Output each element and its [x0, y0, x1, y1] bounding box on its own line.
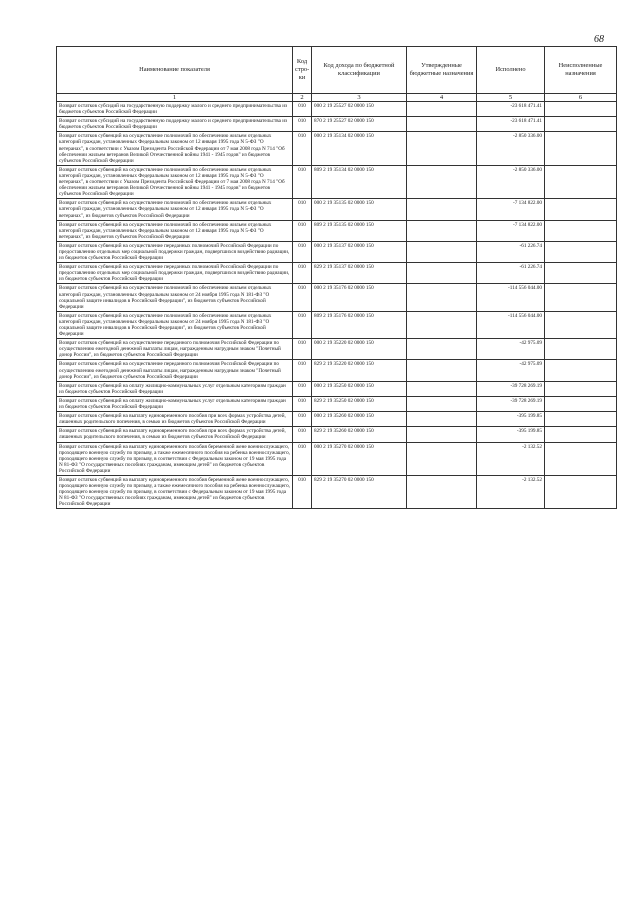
executed-cell: -2 132.52 — [477, 442, 545, 475]
unexecuted-cell — [545, 360, 617, 381]
executed-cell: -39 728 269.19 — [477, 396, 545, 411]
budget-code-cell: 829 2 19 35137 02 0000 150 — [312, 263, 407, 284]
table-row — [57, 360, 617, 381]
approved-cell — [407, 132, 477, 165]
executed-cell: -7 134 822.00 — [477, 220, 545, 241]
header-row — [57, 47, 617, 94]
line-code-cell: 010 — [293, 284, 312, 311]
indicator-name-cell: Возврат остатков субсидий на государственную поддержку малого и среднего предпринимательства из бюджетов субъектов Российской Федерации — [57, 102, 293, 117]
column-number: 1 — [57, 94, 293, 102]
approved-cell — [407, 102, 477, 117]
approved-cell — [407, 263, 477, 284]
executed-cell: -61 226.74 — [477, 241, 545, 262]
indicator-name-cell: Возврат остатков субвенций на выплату единовременного пособия беременной жене военнослужащего, проходящего военную службу по призыву, а также ежемесячного пособия на ребенка военнослужащего, проходящего военную службу по призыву, в соответствии с Федеральным законом от 19 мая 1995 года N 81-ФЗ "О государственных пособиях гражданам, имеющим детей" из бюджетов субъектов Российской Федерации — [57, 442, 293, 475]
unexecuted-cell — [545, 165, 617, 198]
unexecuted-cell — [545, 396, 617, 411]
approved-cell — [407, 442, 477, 475]
budget-code-cell: 000 2 19 35137 02 0000 150 — [312, 241, 407, 262]
line-code-cell: 010 — [293, 381, 312, 396]
executed-cell: -23 618 471.41 — [477, 102, 545, 117]
line-code-cell: 010 — [293, 475, 312, 508]
line-code-cell: 010 — [293, 241, 312, 262]
approved-cell — [407, 284, 477, 311]
line-code-cell: 010 — [293, 220, 312, 241]
unexecuted-cell — [545, 475, 617, 508]
line-code-cell: 010 — [293, 102, 312, 117]
indicator-name-cell: Возврат остатков субвенций на осуществление полномочий по обеспечению жильем отдельных категорий граждан, установленных Федеральным законом от 12 января 1995 года N 5-ФЗ "О ветеранах", в соответствии с Указом Президента Российской Федерации от 7 мая 2008 года N 714 "Об обеспечении жильем ветеранов Великой Отечественной войны 1941 - 1945 годов" из бюджетов субъектов Российской Федерации — [57, 165, 293, 198]
header-budget-code: Код дохода по бюджетной классификации — [312, 47, 407, 94]
column-number: 3 — [312, 94, 407, 102]
table-row — [57, 199, 617, 220]
table-row — [57, 263, 617, 284]
table-row — [57, 339, 617, 360]
unexecuted-cell — [545, 442, 617, 475]
column-number-row — [57, 94, 617, 102]
budget-code-cell: 000 2 19 35176 02 0000 150 — [312, 284, 407, 311]
indicator-name-cell: Возврат остатков субвенций на осуществление переданного полномочия Российской Федерации по осуществлению ежегодной денежной выплаты лицам, награжденным нагрудным знаком "Почетный донор России", из бюджетов субъектов Российской Федерации — [57, 339, 293, 360]
indicator-name-cell: Возврат остатков субвенций на оплату жилищно-коммунальных услуг отдельным категориям граждан из бюджетов субъектов Российской Федерации — [57, 396, 293, 411]
budget-code-cell: 870 2 19 25527 02 0000 150 — [312, 117, 407, 132]
table-row — [57, 241, 617, 262]
revenue-report-table — [56, 46, 617, 509]
executed-cell: -395 199.85 — [477, 412, 545, 427]
line-code-cell: 010 — [293, 117, 312, 132]
approved-cell — [407, 311, 477, 338]
column-number: 2 — [293, 94, 312, 102]
table-body — [57, 102, 617, 509]
indicator-name-cell: Возврат остатков субвенций на осуществление полномочий по обеспечению жильем отдельных категорий граждан, установленных Федеральным законом от 24 ноября 1995 года N 181-ФЗ "О социальной защите инвалидов в Российской Федерации", из бюджетов субъектов Российской Федерации — [57, 311, 293, 338]
indicator-name-cell: Возврат остатков субвенций на выплату единовременного пособия при всех формах устройства детей, лишенных родительского попечения, в семью из бюджетов субъектов Российской Федерации — [57, 427, 293, 442]
budget-code-cell: 000 2 19 35220 02 0000 150 — [312, 339, 407, 360]
unexecuted-cell — [545, 427, 617, 442]
executed-cell: -114 556 044.00 — [477, 284, 545, 311]
approved-cell — [407, 427, 477, 442]
table-row — [57, 220, 617, 241]
unexecuted-cell — [545, 102, 617, 117]
table-row — [57, 475, 617, 508]
executed-cell: -42 975.09 — [477, 339, 545, 360]
unexecuted-cell — [545, 199, 617, 220]
budget-code-cell: 000 2 19 35250 02 0000 150 — [312, 381, 407, 396]
approved-cell — [407, 396, 477, 411]
budget-code-cell: 000 2 19 25527 02 0000 150 — [312, 102, 407, 117]
column-number: 5 — [477, 94, 545, 102]
line-code-cell: 010 — [293, 360, 312, 381]
table-row — [57, 117, 617, 132]
indicator-name-cell: Возврат остатков субвенций на осуществление полномочий по обеспечению жильем отдельных категорий граждан, установленных Федеральным законом от 24 ноября 1995 года N 181-ФЗ "О социальной защите инвалидов в Российской Федерации", из бюджетов субъектов Российской Федерации — [57, 284, 293, 311]
table-row — [57, 381, 617, 396]
executed-cell: -114 556 044.00 — [477, 311, 545, 338]
table-row — [57, 396, 617, 411]
line-code-cell: 010 — [293, 442, 312, 475]
unexecuted-cell — [545, 339, 617, 360]
table-row — [57, 442, 617, 475]
unexecuted-cell — [545, 284, 617, 311]
table-row — [57, 102, 617, 117]
approved-cell — [407, 241, 477, 262]
executed-cell: -2 850 336.00 — [477, 132, 545, 165]
line-code-cell: 010 — [293, 311, 312, 338]
column-number: 4 — [407, 94, 477, 102]
unexecuted-cell — [545, 220, 617, 241]
budget-code-cell: 000 2 19 35135 02 0000 150 — [312, 199, 407, 220]
line-code-cell: 010 — [293, 263, 312, 284]
executed-cell: -23 618 471.41 — [477, 117, 545, 132]
indicator-name-cell: Возврат остатков субвенций на осуществление переданных полномочий Российской Федерации по предоставлению отдельных мер социальной поддержки граждан, подвергшихся воздействию радиации, из бюджетов субъектов Российской Федерации — [57, 263, 293, 284]
line-code-cell: 010 — [293, 132, 312, 165]
table-row — [57, 412, 617, 427]
approved-cell — [407, 339, 477, 360]
table-row — [57, 132, 617, 165]
budget-code-cell: 829 2 19 35220 02 0000 150 — [312, 360, 407, 381]
budget-code-cell: 809 2 19 35176 02 0000 150 — [312, 311, 407, 338]
executed-cell: -61 226.74 — [477, 263, 545, 284]
indicator-name-cell: Возврат остатков субвенций на выплату единовременного пособия беременной жене военнослужащего, проходящего военную службу по призыву, а также ежемесячного пособия на ребенка военнослужащего, проходящего военную службу по призыву, в соответствии с Федеральным законом от 19 мая 1995 года N 81-ФЗ "О государственных пособиях гражданам, имеющим детей" из бюджетов субъектов Российской Федерации — [57, 475, 293, 508]
header-unexecuted: Неисполненные назначения — [545, 47, 617, 94]
line-code-cell: 010 — [293, 339, 312, 360]
executed-cell: -2 850 336.00 — [477, 165, 545, 198]
line-code-cell: 010 — [293, 396, 312, 411]
executed-cell: -395 199.85 — [477, 427, 545, 442]
budget-code-cell: 829 2 19 35260 02 0000 150 — [312, 427, 407, 442]
page-number: 68 — [594, 34, 604, 45]
unexecuted-cell — [545, 263, 617, 284]
indicator-name-cell: Возврат остатков субвенций на оплату жилищно-коммунальных услуг отдельным категориям граждан из бюджетов субъектов Российской Федерации — [57, 381, 293, 396]
indicator-name-cell: Возврат остатков субвенций на осуществление полномочий по обеспечению жильем отдельных категорий граждан, установленных Федеральным законом от 12 января 1995 года N 5-ФЗ "О ветеранах", в соответствии с Указом Президента Российской Федерации от 7 мая 2008 года N 714 "Об обеспечении жильем ветеранов Великой Отечественной войны 1941 - 1945 годов" из бюджетов субъектов Российской Федерации — [57, 132, 293, 165]
budget-code-cell: 829 2 19 35270 02 0000 150 — [312, 475, 407, 508]
approved-cell — [407, 412, 477, 427]
indicator-name-cell: Возврат остатков субвенций на осуществление полномочий по обеспечению жильем отдельных категорий граждан, установленных Федеральным законом от 12 января 1995 года N 5-ФЗ "О ветеранах", из бюджетов субъектов Российской Федерации — [57, 220, 293, 241]
unexecuted-cell — [545, 412, 617, 427]
approved-cell — [407, 381, 477, 396]
executed-cell: -42 975.09 — [477, 360, 545, 381]
table-row — [57, 284, 617, 311]
executed-cell: -2 132.52 — [477, 475, 545, 508]
line-code-cell: 010 — [293, 165, 312, 198]
table-row — [57, 427, 617, 442]
header-approved: Утвержденные бюджетные назначения — [407, 47, 477, 94]
indicator-name-cell: Возврат остатков субвенций на осуществление переданных полномочий Российской Федерации по предоставлению отдельных мер социальной поддержки граждан, подвергшихся воздействию радиации, из бюджетов субъектов Российской Федерации — [57, 241, 293, 262]
indicator-name-cell: Возврат остатков субсидий на государственную поддержку малого и среднего предпринимательства из бюджетов субъектов Российской Федерации — [57, 117, 293, 132]
header-line-code: Код стро-ки — [293, 47, 312, 94]
budget-code-cell: 000 2 19 35270 02 0000 150 — [312, 442, 407, 475]
header-executed: Исполнено — [477, 47, 545, 94]
approved-cell — [407, 165, 477, 198]
line-code-cell: 010 — [293, 427, 312, 442]
budget-code-cell: 829 2 19 35250 02 0000 150 — [312, 396, 407, 411]
table-row — [57, 311, 617, 338]
column-number: 6 — [545, 94, 617, 102]
indicator-name-cell: Возврат остатков субвенций на осуществление переданного полномочия Российской Федерации по осуществлению ежегодной денежной выплаты лицам, награжденным нагрудным знаком "Почетный донор России", из бюджетов субъектов Российской Федерации — [57, 360, 293, 381]
executed-cell: -39 728 269.19 — [477, 381, 545, 396]
budget-code-cell: 000 2 19 35134 02 0000 150 — [312, 132, 407, 165]
approved-cell — [407, 360, 477, 381]
approved-cell — [407, 117, 477, 132]
unexecuted-cell — [545, 117, 617, 132]
unexecuted-cell — [545, 311, 617, 338]
line-code-cell: 010 — [293, 199, 312, 220]
indicator-name-cell: Возврат остатков субвенций на выплату единовременного пособия при всех формах устройства детей, лишенных родительского попечения, в семью из бюджетов субъектов Российской Федерации — [57, 412, 293, 427]
approved-cell — [407, 199, 477, 220]
unexecuted-cell — [545, 381, 617, 396]
unexecuted-cell — [545, 132, 617, 165]
budget-code-cell: 809 2 19 35134 02 0000 150 — [312, 165, 407, 198]
unexecuted-cell — [545, 241, 617, 262]
indicator-name-cell: Возврат остатков субвенций на осуществление полномочий по обеспечению жильем отдельных категорий граждан, установленных Федеральным законом от 12 января 1995 года N 5-ФЗ "О ветеранах", из бюджетов субъектов Российской Федерации — [57, 199, 293, 220]
approved-cell — [407, 220, 477, 241]
header-indicator-name: Наименование показателя — [57, 47, 293, 94]
budget-code-cell: 809 2 19 35135 02 0000 150 — [312, 220, 407, 241]
executed-cell: -7 134 822.00 — [477, 199, 545, 220]
line-code-cell: 010 — [293, 412, 312, 427]
approved-cell — [407, 475, 477, 508]
table-row — [57, 165, 617, 198]
budget-code-cell: 000 2 19 35260 02 0000 150 — [312, 412, 407, 427]
